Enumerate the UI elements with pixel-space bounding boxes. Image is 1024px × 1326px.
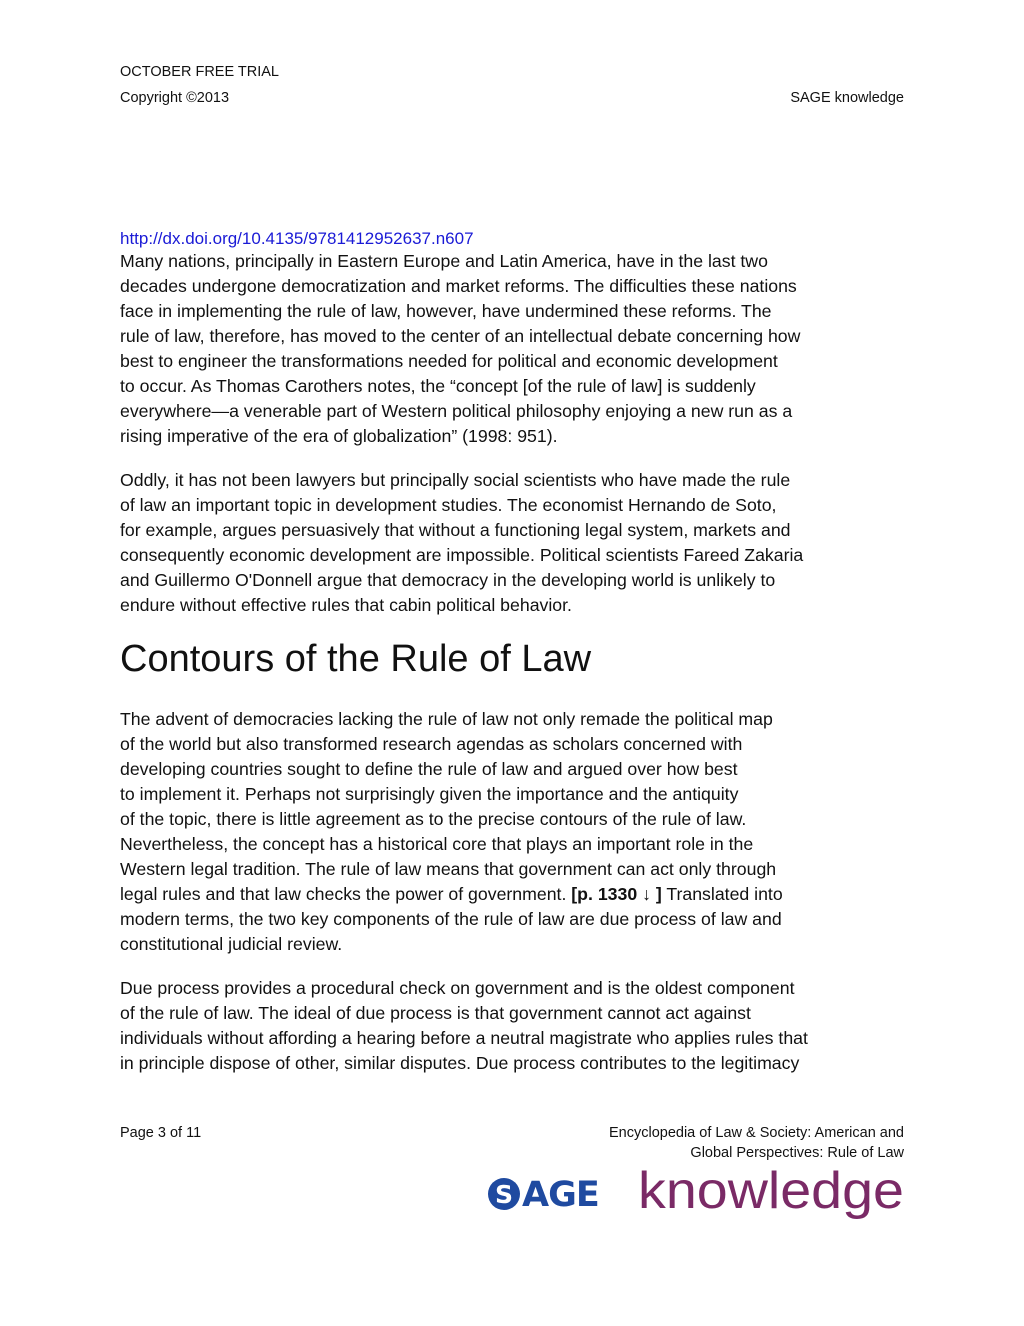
text-line: consequently economic development are impossible. Political scientists Fareed Zakaria [120,545,804,565]
svg-text:knowledge: knowledge [638,1162,904,1220]
text-line: face in implementing the rule of law, however, have undermined these reforms. The [120,301,772,321]
text-line: constitutional judicial review. [120,934,343,954]
text-line: of the rule of law. The ideal of due process is that government cannot act against [120,1003,751,1023]
section-heading: Contours of the Rule of Law [120,638,592,680]
text-line: for example, argues persuasively that without a functioning legal system, markets and [120,520,791,540]
paragraph-4 [120,976,906,1076]
text-line: best to engineer the transformations needed for political and economic development [120,351,778,371]
page-number: Page 3 of 11 [120,1125,202,1141]
doi-link[interactable]: http://dx.doi.org/10.4135/9781412952637.n607 [120,229,474,248]
text-line: of law an important topic in development studies. The economist Hernando de Soto, [120,495,777,515]
header-copyright: Copyright ©2013 [120,90,230,106]
text-line: to occur. As Thomas Carothers notes, the “concept [of the rule of law] is suddenly [120,376,756,396]
text-line: everywhere—a venerable part of Western political philosophy enjoying a new run as a [120,401,793,421]
svg-text:AGE: AGE [522,1175,599,1215]
paragraph-3 [120,707,906,957]
text-segment: Translated into [661,884,783,904]
text-line: in principle dispose of other, similar disputes. Due process contributes to the legitimacy [120,1053,800,1073]
text-line: of the topic, there is little agreement as to the precise contours of the rule of law. [120,809,747,829]
text-line: The advent of democracies lacking the rule of law not only remade the political map [120,709,773,729]
header-brand: SAGE knowledge [790,90,904,106]
text-line: and Guillermo O'Donnell argue that democracy in the developing world is unlikely to [120,570,776,590]
article-body [120,249,906,1076]
text-line: Many nations, principally in Eastern Europe and Latin America, have in the last two [120,251,768,271]
text-segment: legal rules and that law checks the power of government. [120,884,572,904]
text-line: individuals without affording a hearing before a neutral magistrate who applies rules that [120,1028,808,1048]
text-line: to implement it. Perhaps not surprisingly given the importance and the antiquity [120,784,739,804]
svg-text:S: S [494,1180,514,1209]
text-line: developing countries sought to define the rule of law and argued over how best [120,759,738,779]
text-line: rule of law, therefore, has moved to the center of an intellectual debate concerning how [120,326,801,346]
source-line: Encyclopedia of Law & Society: American and [609,1125,904,1141]
sage-knowledge-logo [486,1162,906,1224]
sage-s-icon [488,1178,520,1210]
source-citation [484,1123,904,1163]
text-line: rising imperative of the era of globalization” (1998: 951). [120,426,558,446]
text-line: of the world but also transformed research agendas as scholars concerned with [120,734,743,754]
paragraph-2 [120,468,906,618]
text-line [120,882,906,907]
source-line: Global Perspectives: Rule of Law [690,1145,904,1161]
text-line: Western legal tradition. The rule of law means that government can act only through [120,859,777,879]
text-line: decades undergone democratization and market reforms. The difficulties these nations [120,276,797,296]
text-line: Oddly, it has not been lawyers but principally social scientists who have made the rule [120,470,791,490]
header-trial-label: OCTOBER FREE TRIAL [120,64,279,80]
text-line: Due process provides a procedural check on government and is the oldest component [120,978,795,998]
paragraph-1 [120,249,906,449]
text-line: Nevertheless, the concept has a historical core that plays an important role in the [120,834,754,854]
text-line: modern terms, the two key components of the rule of law are due process of law and [120,909,782,929]
page-reference-link[interactable]: [p. 1330 ↓ ] [571,884,662,904]
text-line: endure without effective rules that cabin political behavior. [120,595,572,615]
